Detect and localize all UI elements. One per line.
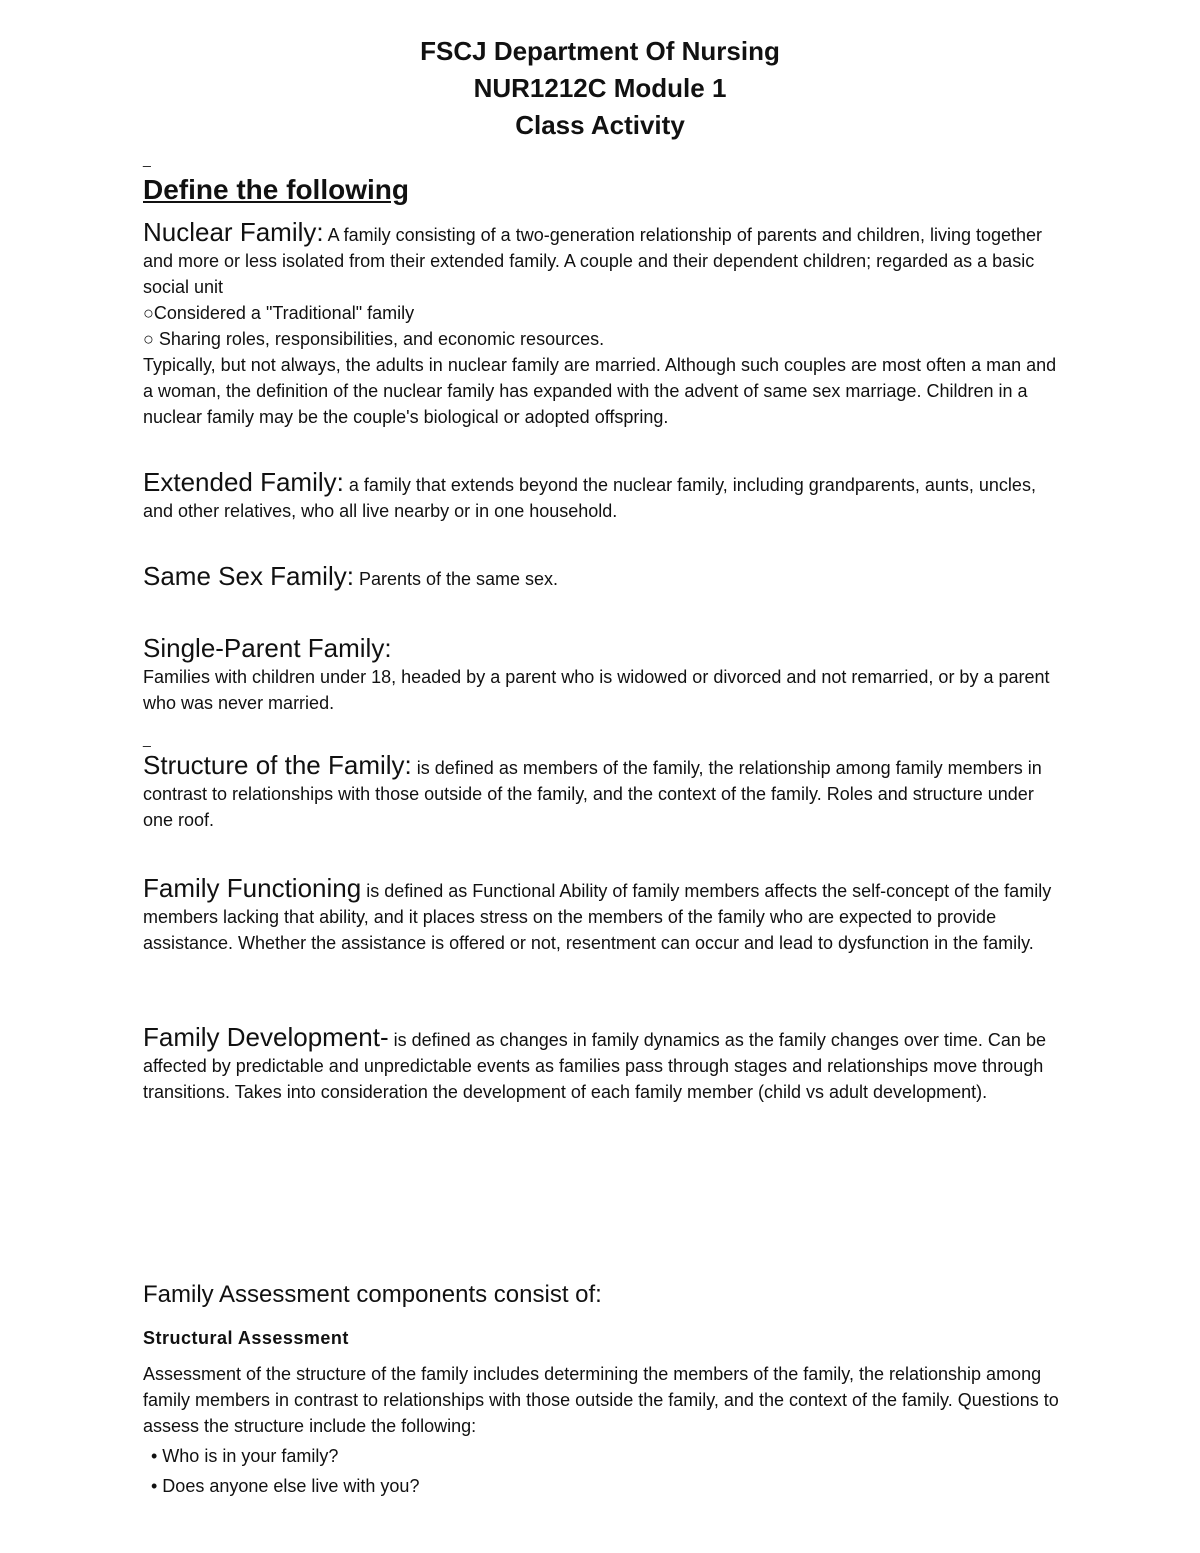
define-heading: Define the following [143,174,409,205]
structural-assessment-text: Assessment of the structure of the family includes determining the members of the family, the relationship among family members in contrast to relationships with those outside the family, and the context of the family. Questions to assess the structure include the following: [143,1364,1059,1436]
assessment-bullet-who: • Who is in your family? [151,1446,339,1466]
family-functioning-definition: is defined as Functional Ability of family members affects the self-concept of the family members lacking that ability, and it places stress on the members of the family who are expected to provide assistance. Whether the assistance is offered or not, resentment can occur and lead to dysfunction in the family. [143,881,1052,953]
single-parent-family-term: Single-Parent Family: [143,633,392,663]
separator-mark-2: _ [143,731,151,747]
structural-assessment-heading: Structural Assessment [143,1328,349,1348]
same-sex-family-term: Same Sex Family: [143,561,354,591]
extended-family-definition: a family that extends beyond the nuclear family, including grandparents, aunts, uncles, and other relatives, who all live nearby or in one household. [143,475,1036,521]
family-functioning-term: Family Functioning [143,873,362,903]
nuclear-family-term: Nuclear Family: [143,217,324,247]
header-institution: FSCJ Department Of Nursing [420,36,780,66]
family-development-section [143,1022,1063,1105]
extended-family-term: Extended Family: [143,467,344,497]
single-parent-family-section [143,632,1063,716]
nuclear-bullet-traditional: ○Considered a "Traditional" family [143,303,415,323]
extended-family-section [143,467,1063,524]
family-structure-definition: is defined as members of the family, the relationship among family members in contrast to relationships with those outside of the family, and the context of the family. Roles and structure under one roof. [143,758,1042,830]
family-assessment-section [143,1279,1063,1499]
nuclear-family-section [143,217,1063,430]
header-activity: Class Activity [515,110,685,140]
family-development-definition: is defined as changes in family dynamics as the family changes over time. Can be affected by predictable and unpredictable events as families pass through stages and relationships move through transitions. Takes into consideration the development of each family member (child vs adult development). [143,1030,1046,1102]
same-sex-family-definition: Parents of the same sex. [353,569,559,589]
family-structure-term: Structure of the Family: [143,750,412,780]
nuclear-bullet-sharing: ○ Sharing roles, responsibilities, and economic resources. [143,329,605,349]
same-sex-family-section [143,561,1063,592]
nuclear-family-paragraph: Typically, but not always, the adults in nuclear family are married. Although such couples are most often a man and a woman, the definition of the nuclear family has expanded with the advent of same sex marriage. Children in a nuclear family may be the couple's biological or adopted offspring. [143,355,1057,427]
family-development-term: Family Development- [143,1022,389,1052]
header-course: NUR1212C Module 1 [473,73,727,103]
family-assessment-heading: Family Assessment components consist of: [143,1281,602,1308]
assessment-bullet-anyone-else: • Does anyone else live with you? [151,1476,420,1496]
family-structure-section [143,750,1063,833]
nuclear-family-definition: A family consisting of a two-generation relationship of parents and children, living together and more or less isolated from their extended family. A couple and their dependent children; regarded as a basic social unit [143,225,1043,297]
single-parent-family-definition: Families with children under 18, headed by a parent who is widowed or divorced and not remarried, or by a parent who was never married. [143,667,1050,713]
family-functioning-section [143,873,1063,956]
separator-mark: _ [143,151,151,167]
